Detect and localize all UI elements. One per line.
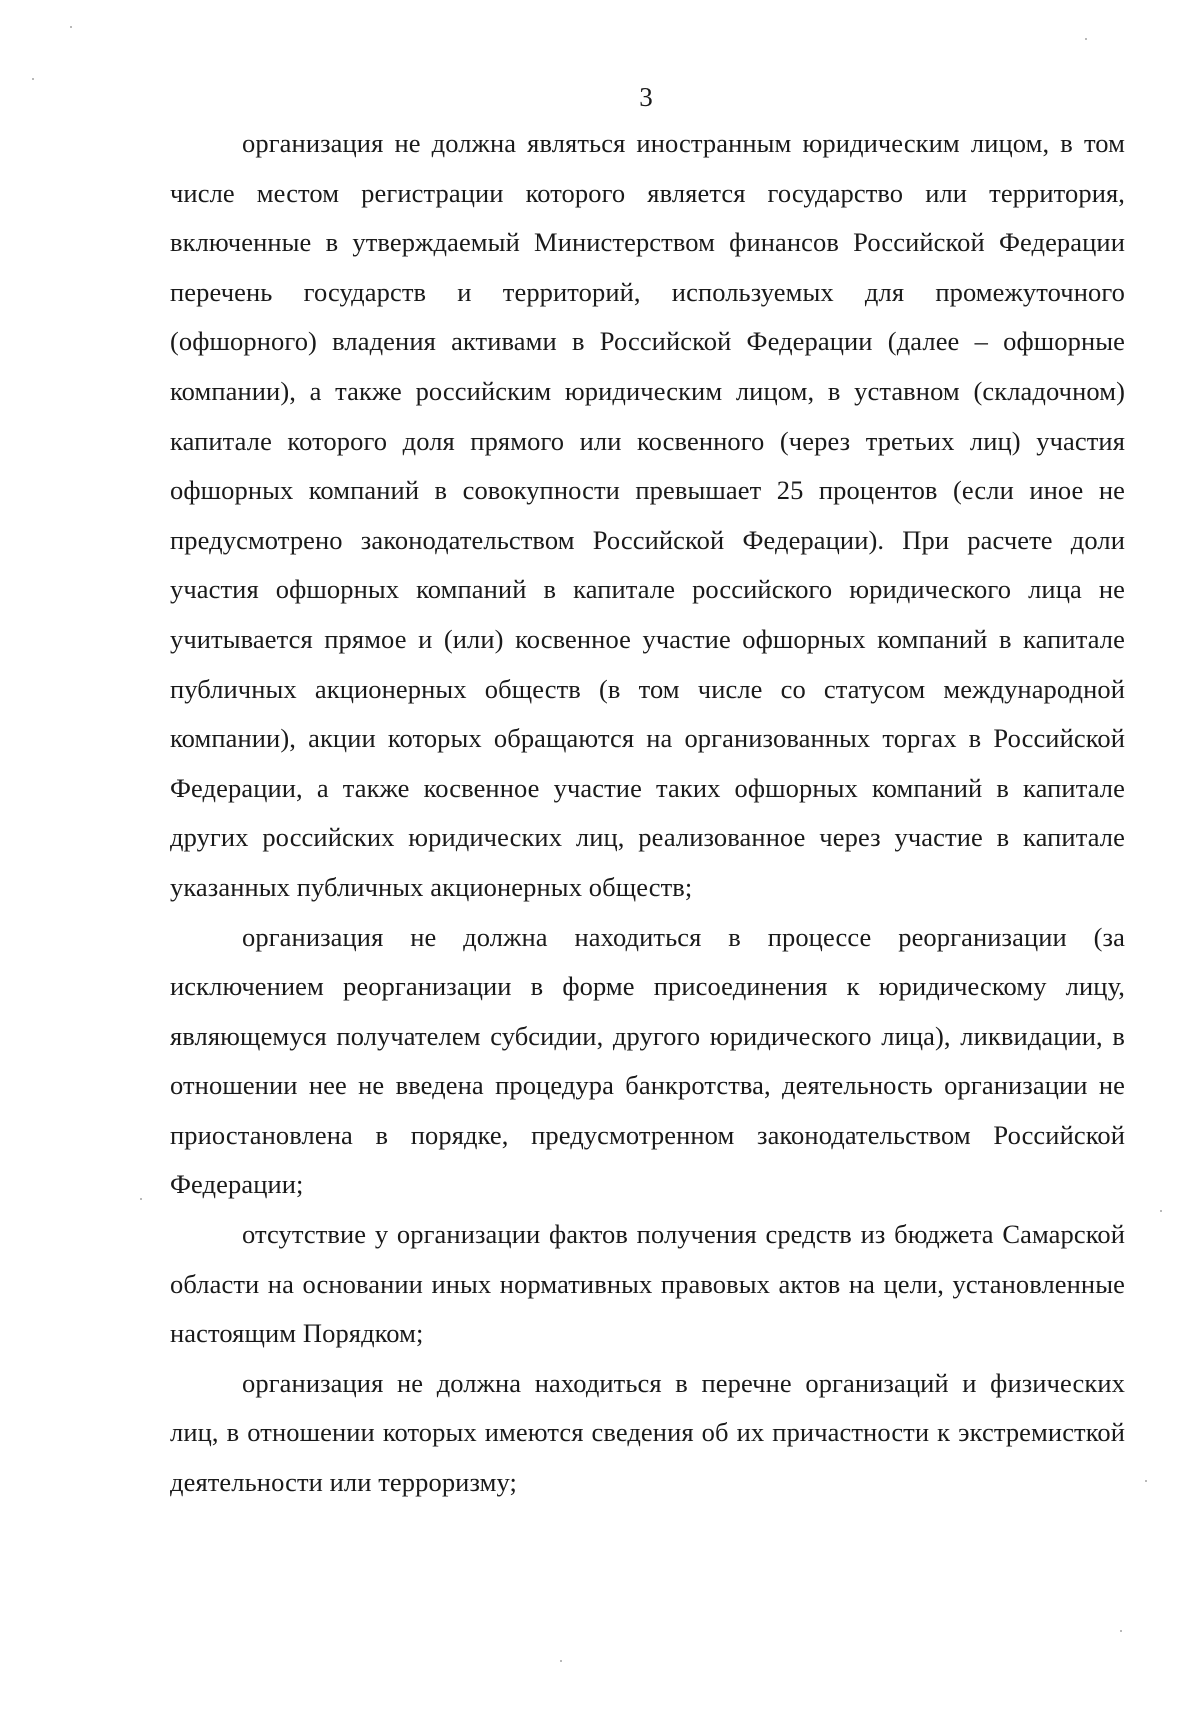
scan-speck	[1160, 1210, 1162, 1212]
scan-speck	[1120, 1630, 1122, 1632]
paragraph-offshore-requirement: организация не должна являться иностранным юридическим лицом, в том числе местом регистрации которого является государство или территория, включенные в утверждаемый Министерством финансов Российской Федерации перечень государств и территорий, используемых для промежуточного (офшорного) владения активами в Российской Федерации (далее – офшорные компании), а также российским юридическим лицом, в уставном (складочном) капитале которого доля прямого или косвенного (через третьих лиц) участия офшорных компаний в совокупности превышает 25 процентов (если иное не предусмотрено законодательством Российской Федерации). При расчете доли участия офшорных компаний в капитале российского юридического лица не учитывается прямое и (или) косвенное участие офшорных компаний в капитале публичных акционерных обществ (в том числе со статусом международной компании), акции которых обращаются на организованных торгах в Российской Федерации, а также косвенное участие таких офшорных компаний в капитале других российских юридических лиц, реализованное через участие в капитале указанных публичных акционерных обществ;	[170, 128, 1125, 902]
scan-speck	[1145, 1480, 1147, 1482]
page-number: 3	[639, 82, 653, 112]
scan-speck	[560, 1660, 562, 1662]
document-body	[170, 119, 1125, 1508]
scan-speck	[1085, 38, 1087, 40]
scan-speck	[32, 78, 34, 80]
paragraph-no-other-funding-requirement: отсутствие у организации фактов получения средств из бюджета Самарской области на основании иных нормативных правовых актов на цели, установленные настоящим Порядком;	[170, 1219, 1125, 1349]
scan-speck	[140, 1198, 142, 1200]
paragraph-extremism-list-requirement: организация не должна находиться в перечне организаций и физических лиц, в отношении которых имеются сведения об их причастности к экстремисткой деятельности или терроризму;	[170, 1367, 1125, 1498]
scan-speck	[70, 26, 72, 28]
paragraph-reorganization-requirement: организация не должна находиться в процессе реорганизации (за исключением реорганизации в форме присоединения к юридическому лицу, являющемуся получателем субсидии, другого юридического лица), ликвидации, в отношении нее не введена процедура банкротства, деятельность организации не приостановлена в порядке, предусмотренном законодательством Российской Федерации;	[170, 921, 1125, 1200]
